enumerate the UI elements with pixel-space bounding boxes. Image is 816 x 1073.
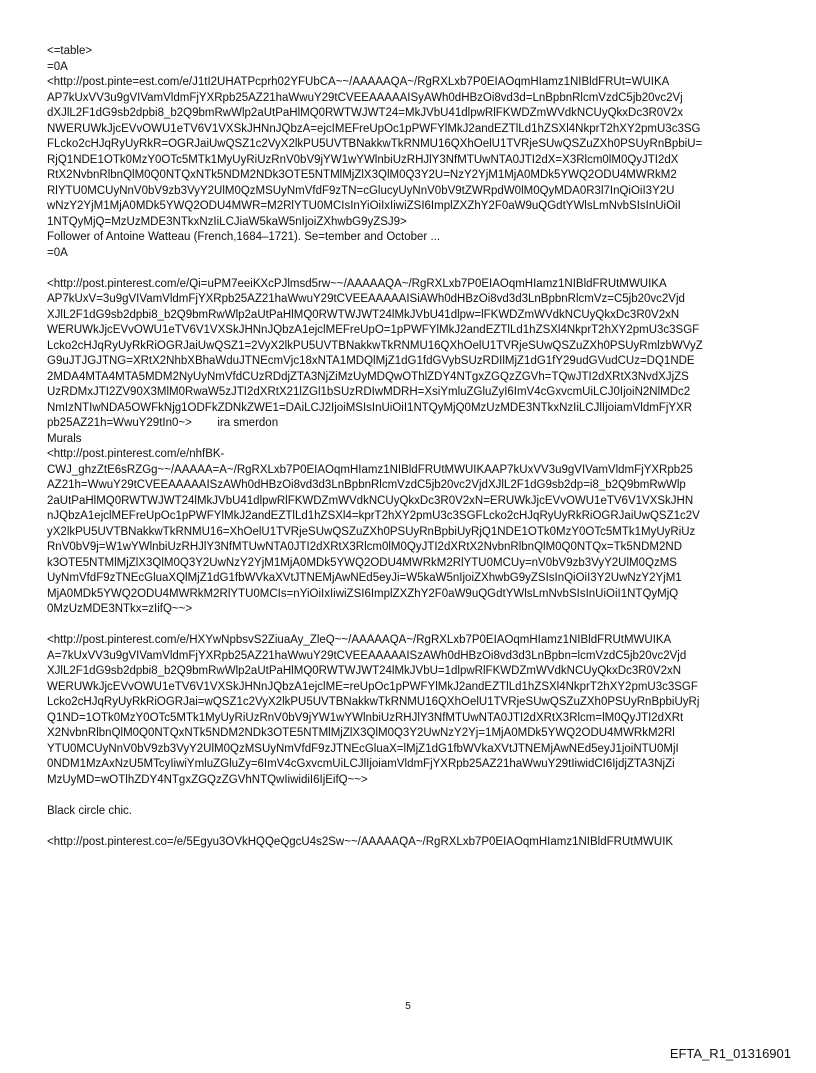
text-line: Lcko2cHJqRyUyRkRiOGRJai=wQSZ1c2VyX2lkPU5UVTBNakkwTkRNMU16QXhOelU1TVRjeSUwQSZuZXh0PSUyRnBpbiUyRj [47,696,700,708]
text-line: 2aUtPaHlMQ0RWTWJWT24lMkJVbU41dlpwRlFKWDZmWVdkNCUyQkxDc3R0V2xN=ERUWkJjcEVvOWU1eTV6V1VXSkJHN [47,494,694,507]
text-line: <http://post.pinterest.com/e/HXYwNpbsvS2ZiuaAy_ZleQ~~/AAAAAQA~/RgRXLxb7P0EIAOqmHIamz1NIBldFRUtMWUIKA [47,634,672,646]
blank-line [47,618,777,634]
text-line: RnV0bV9j=W1wYWlnbiUzRHJlY3NfMTUwNTA0JTI2dXRtX3Rlcm0lM0QyJTI2dXRtX2NvbnRlbnQlM0Q0NTQx=Tk5NDM2ND [47,541,682,553]
text-line: WERUWkJjcEVvOWU1eTV6V1VXSkJHNnJQbzA1ejclMEFreUpO=1pPWFYlMkJ2andEZTlLd1hZSXl4NkprT2hXY2pmU3c3SGF [47,324,700,336]
text-line: AZ21h=WwuY29tCVEEAAAAAISzAWh0dHBzOi8vd3d3LnBpbnRlcmVzdC5jb20vc2VjdXJlL2F1dG9sb2dp=i8_b2Q9bmRwWlp [47,479,686,491]
text-line: RtX2NvbnRlbnQlM0Q0NTQxNTk5NDM2NDk3OTE5NTMlMjZlX3QlM0Q3Y2U=NzY2YjM1MjA0MDk5YWQ2ODU4MWRkM2 [47,169,677,181]
text-line: <http://post.pinterest.co=/e/5Egyu3OVkHQQeQgcU4s2Sw~~/AAAAAQA~/RgRXLxb7P0EIAOqmHIamz1NIBldFRUtMWUIK [47,835,674,848]
blank-line [47,819,777,835]
blank-line [47,788,777,804]
text-line: <http://post.pinterest.com/e/Qi=uPM7eeiKXcPJlmsd5rw~~/AAAAAQA~/RgRXLxb7P0EIAOqmHIamz1NIBldFRUtMWUIKA [47,277,667,290]
text-line: G9uJTJGJTNG=XRtX2NhbXBhaWduJTNEcmVjc18xNTA1MDQlMjZ1dG1fdGVybSUzRDIlMjZ1dG1fY29udGVudCUz=DQ1NDE [47,355,695,367]
text-line: UyNmVfdF9zTNEcGluaXQlMjZ1dG1fbWVkaXVtJTNEMjAwNEd5eyJi=W5kaW5nIjoiZXhwbG9yZSIsInQiOiI3Y2UwNzY2YjM1 [47,572,682,584]
text-line: =0A [47,60,68,73]
text-line: =0A [47,246,68,259]
text-line: X2NvbnRlbnQlM0Q0NTQxNTk5NDM2NDk3OTE5NTMlMjZlX3QlM0Q3Y2UwNzY2Yj=1MjA0MDk5YWQ2ODU4MWRkM2Rl [47,727,675,739]
text-line: YTU0MCUyNnV0bV9zb3VyY2UlM0QzMSUyNmVfdF9zJTNEcGluaX=lMjZ1dG1fbWVkaXVtJTNEMjAwNEd5eyJ1joiNTU0MjI [47,742,679,755]
text-line: 0NDM1MzAxNzU5MTcyIiwiYmluZGluZy=6ImV4cGxvcmUiLCJlIjoiamVldmFjYXRpb25AZ21haWwuY29tIiwidCI6IjdjZTA3NjZi [47,758,675,770]
text-line: <http://post.pinterest.com/e/nhfBK- [47,448,225,460]
text-line: Follower of Antoine Watteau (French,1684–1721). Se=tember and October ... [47,231,441,243]
text-line: <http://post.pinte=est.com/e/J1tI2UHATPcprh02YFUbCA~~/AAAAAQA~/RgRXLxb7P0EIAOqmHIamz1NIBldFRUt=WUIKA [47,76,670,88]
text-line: RjQ1NDE1OTk0MzY0OTc5MTk1MyUyRiUzRnV0bV9jYW1wYWlnbiUzRHJlY3NfMTUwNTA0JTI2dX=X3Rlcm0lM0QyJTI2dX [47,153,679,166]
text-line: 1NTQyMjQ=MzUzMDE3NTkxNzIiLCJiaW5kaW5nIjoiZXhwbG9yZSJ9> [47,215,407,228]
text-line: UzRDMxJTI2ZV90X3MlM0RwaW5zJTI2dXRtX21lZGl1bSUzRDIwMDRH=XsiYmluZGluZyI6ImV4cGxvcmUiLCJ0IjoiN2NlMDc2 [47,386,691,398]
text-line: A=7kUxVV3u9gVIVamVldmFjYXRpb25AZ21haWwuY29tCVEEAAAAAISzAWh0dHBzOi8vd3d3LnBpbn=lcmVzdC5jb20vc2Vjd [47,649,687,662]
page-number: 5 [405,1001,411,1012]
document-id: EFTA_R1_01316901 [669,1046,791,1061]
text-line: NWERUWkJjcEVvOWU1eTV6V1VXSkJHNnJQbzA=ejcIMEFreUpOc1pPWFYlMkJ2andEZTlLd1hZSXl4NkprT2hXY2pmU3c3SG [47,122,701,135]
text-line: 2MDA4MTA4MTA5MDM2NyUyNmVfdCUzRDdjZTA3NjZiMzUyMDQwOThlZDY4NTgxZGQzZGVh=TQwJTI2dXRtX3NvdXJjZS [47,370,689,383]
text-line: RlYTU0MCUyNnV0bV9zb3VyY2UlM0QzMSUyNmVfdF9zTN=cGlucyUyNnV0bV9tZWRpdW0lM0QyMDA0R3l7InQiOiI3Y2U [47,184,675,197]
text-line: Q1ND=1OTk0MzY0OTc5MTk1MyUyRiUzRnV0bV9jYW1wYWlnbiUzRHJlY3NfMTUwNTA0JTI2dXRtX3Rlcm=lM0QyJTI2dXRt [47,711,684,724]
blank-line [47,261,777,277]
text-line: dXJlL2F1dG9sb2dpbi8_b2Q9bmRwWlp2aUtPaHlMQ0RWTWJWT24=MkJVbU41dlpwRlFKWDZmWVdkNCUyQkxDc3R0V2x [47,107,683,119]
text-line: Murals [47,432,82,445]
text-line: <=table> [47,45,93,57]
text-line: MzUyMD=wOTlhZDY4NTgxZGQzZGVhNTQwIiwidiI6IjEifQ~~> [47,773,368,786]
text-line: MjA0MDk5YWQ2ODU4MWRkM2RlYTU0MCIs=nYiOiIxIiwiZSI6ImplZXZhY2F0aW9uQGdtYWlsLmNvbSIsInUiOiI1NTQyMjQ [47,587,679,600]
text-line: CWJ_ghzZtE6sRZGg~~/AAAAA=A~/RgRXLxb7P0EIAOqmHIamz1NIBldFRUtMWUIKAAP7kUxVV3u9gVIVamVldmFjYXRpb25 [47,463,693,476]
text-line: k3OTE5NTMlMjZlX3QlM0Q3Y2UwNzY2YjM1MjA0MDk5YWQ2ODU4MWRkM2RlYTU0MCUy=nV0bV9zb3VyY2UlM0QzMS [47,556,677,569]
text-line: pb25AZ21h=WwuY29tIn0~> ira smerdon [47,417,279,429]
text-line: WERUWkJjcEVvOWU1eTV6V1VXSkJHNnJQbzA1ejclME=reUpOc1pPWFYlMkJ2andEZTlLd1hZSXl4NkprT2hXY2pmU3c3SGF [47,680,698,693]
text-line: XJlL2F1dG9sb2dpbi8_b2Q9bmRwWlp2aUtPaHlMQ0RWTWJWT24lMkJVbU=1dlpwRlFKWDZmWVdkNCUyQkxDc3R0V2xN [47,665,682,677]
email-body-text [47,44,777,850]
text-line: AP7kUxVV3u9gVIVamVldmFjYXRpb25AZ21haWwuY29tCVEEAAAAAISyAWh0dHBzOi8vd3d=LnBpbnRlcmVzdC5jb20vc2Vj [47,91,683,104]
text-line: nJQbzA1ejclMEFreUpOc1pPWFYlMkJ2andEZTlLd1hZSXl4=kprT2hXY2pmU3c3SGFLcko2cHJqRyUyRkRiOGRJaiUwQSZ1c2V [47,510,700,522]
text-line: XJlL2F1dG9sb2dpbi8_b2Q9bmRwWlp2aUtPaHlMQ0RWTWJWT24lMkJVbU41dlpw=lFKWDZmWVdkNCUyQkxDc3R0V2xN [47,308,680,321]
text-line: NmIzNTIwNDA5OWFkNjg1ODFkZDNkZWE1=DAiLCJ2IjoiMSIsInUiOiI1NTQyMjQ0MzUzMDE3NTkxNzIiLCJlIjoiamVldmFjYXR [47,401,693,414]
text-line: Black circle chic. [47,804,132,817]
text-line: 0MzUzMDE3NTkx=zIifQ~~> [47,603,193,615]
text-line: yX2lkPU5UVTBNakkwTkRNMU16=XhOelU1TVRjeSUwQSZuZXh0PSUyRnBpbiUyRjQ1NDE1OTk0MzY0OTc5MTk1MyUyRiUz [47,525,696,538]
text-line: FLcko2cHJqRyUyRkR=OGRJaiUwQSZ1c2VyX2lkPU5UVTBNakkwTkRNMU16QXhOelU1TVRjeSUwQSZuZXh0PSUyRnBpbiU= [47,138,703,150]
text-line: AP7kUxV=3u9gVIVamVldmFjYXRpb25AZ21haWwuY29tCVEEAAAAAISiAWh0dHBzOi8vd3d3LnBpbnRlcmVz=C5jb20vc2Vjd [47,293,685,305]
text-line: Lcko2cHJqRyUyRkRiOGRJaiUwQSZ1=2VyX2lkPU5UVTBNakkwTkRNMU16QXhOelU1TVRjeSUwQSZuZXh0PSUyRmlzbWVyZ [47,339,703,352]
text-line: wNzY2YjM1MjA0MDk5YWQ2ODU4MWR=M2RlYTU0MCIsInYiOiIxIiwiZSI6ImplZXZhY2F0aW9uQGdtYWlsLmNvbSIsInUiOiI [47,200,681,212]
